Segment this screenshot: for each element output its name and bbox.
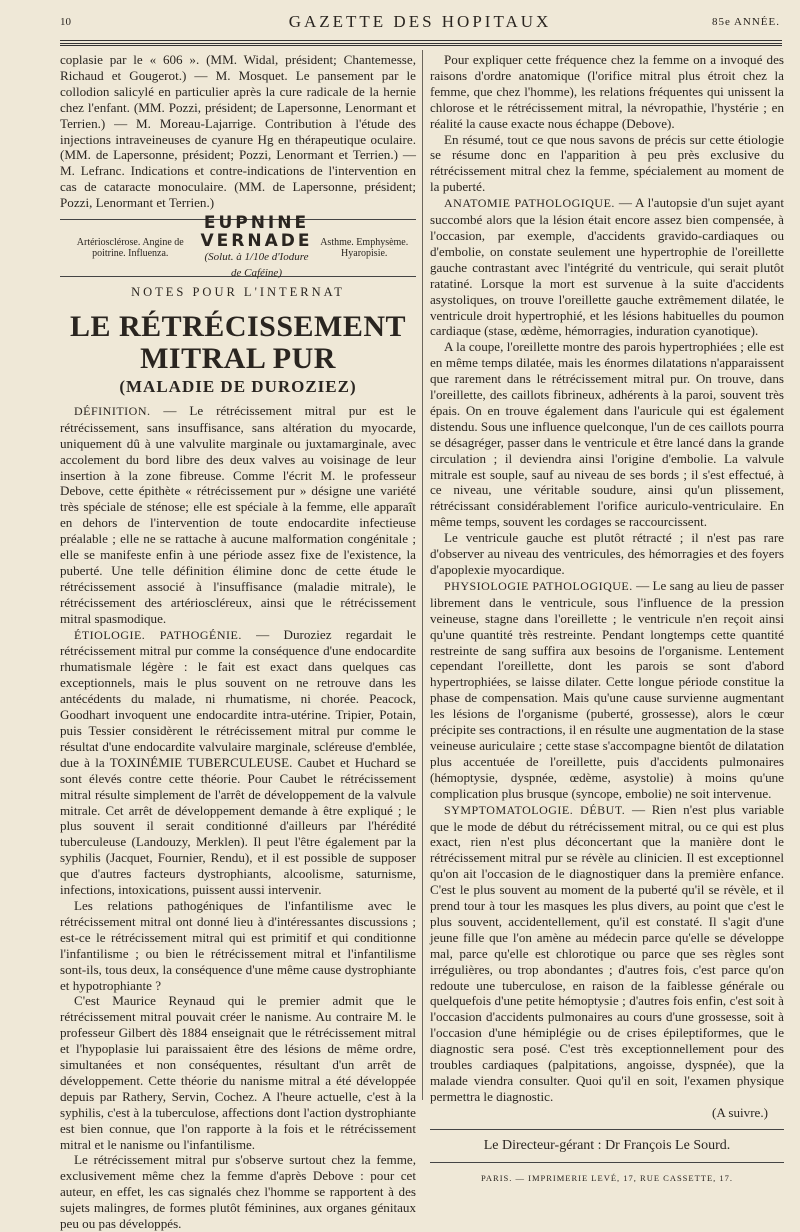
physiology-paragraph [430, 578, 784, 802]
section-cut-paragraph: A la coupe, l'oreillette montre des parois hypertrophiées ; elle est en même temps dilatée, mais les énormes dilatations n'apparaissent que rarement dans le rétrécissement mitral pur. On trouve, dans l'oreillette, des caillots fibrineux, adhérents à la paroi, souvent très épais. On en trouve également dans l'auricule qui est également distendu. Sous une influence quelconque, l'un de ces caillots pourra se désagréger, passer dans le ventricule et être lancé dans la grande circulation ; il deviendra ainsi l'origine d'embolie. La valvule mitrale est souple, sauf au niveau de ses bords ; il s'est effectué, à ce niveau, une véritable soudure, ainsi qu'un plissement, rétrécissant considérablement l'orifice auriculo-ventriculaire. En même temps, souvent les cordages se raccourcissent. [430, 339, 784, 530]
article-subtitle: (MALADIE DE DUROZIEZ) [119, 376, 357, 396]
symptomatology-text: — Rien n'est plus variable que le mode de début du rétrécissement mitral, ou ce qui est plus exact, rien n'est plus déconcertant que la manière dont le rétrécissement mitral pur se révèle au clinicien. Il est exceptionnel qu'on ait l'occasion de le diagnostiquer dans la première enfance. C'est le plus souvent au moment de la puberté qu'il se révèle, et il prend tour à tour les masques les plus divers, au point que c'est le plus souvent, accidentellement, qu'il est constaté. Il s'agit d'une jeune fille que l'on amène au médecin parce qu'elle se développe mal, parce qu'elle est chlorotique ou parce que ses règles sont irrégulières, ou trop abondantes ; d'autres fois, c'est parce qu'on redoute une tuberculose, en raison de la faiblesse générale ou quelquefois d'une petite hémoptysie ; d'autres fois enfin, c'est soit à l'occasion d'accidents pulmonaires au cours d'une grossesse, soit à l'occasion d'une hémiplégie ou de crises épileptiformes, que le diagnostic sera posé. C'est très exceptionnellement pour des troubles cardiaques (palpitations, angoisse, dyspnée), que la malade viendra consulter. Quoi qu'il en soit, l'examen physique permettra le diagnostic. [430, 801, 784, 1104]
thesis-list-paragraph: coplasie par le « 606 ». (MM. Widal, président; Chantemesse, Richaud et Gougerot.) — M. Mosquet. Le pansement par le collodion salicylé en particulier après la cure radicale de la hernie chez l'enfant. (MM. Pozzi, président; de Lapersonne, Lenormant et Terrien.) — M. Moreau-Lajarrige. Contribution à l'étude des injections intraveineuses de cyanure Hg en thérapeutique oculaire. (MM. de Lapersonne, président; Pozzi, Lenormant et Terrien.) — M. Lefranc. Indications et contre-indications de l'intervention en cas de cataracte monoculaire. (MM. de Lapersonne, président; Pozzi, Lenormant et Terrien.) [60, 52, 416, 211]
women-paragraph: Le rétrécissement mitral pur s'observe surtout chez la femme, exclusivement même chez la femme d'après Debove : pour cet auteur, en effet, les cas signalés chez l'homme se rapportent à des sujets malingres, de formes plutôt féminines, aux organes génitaux peu ou pas développés. [60, 1152, 416, 1232]
symptomatology-paragraph [430, 802, 784, 1105]
ad-center [201, 214, 313, 282]
advertisement [60, 213, 416, 280]
section-title: NOTES POUR L'INTERNAT [131, 285, 345, 300]
column-separator [422, 50, 423, 1100]
frequency-paragraph: Pour expliquer cette fréquence chez la femme on a invoqué des raisons d'ordre anatomique (l'orifice mitral plus étroit chez la femme, que chez l'homme), les relations fréquentes qui unissent la chlorose et le rétrécissement mitral, la névropathie, l'hystérie ; en réalité la cause exacte nous échappe (Debove). [430, 52, 784, 131]
summary-paragraph: En résumé, tout ce que nous savons de précis sur cette étiologie se résume donc en l'apparition à peu près exclusive du rétrécissement mitral chez la femme, spécialement au moment de la puberté. [430, 131, 784, 195]
year-label: 85e ANNÉE. [711, 16, 780, 28]
right-column [430, 52, 784, 1187]
ad-formula: (Solut. à 1/10e d'Iodure de Caféine) [204, 251, 309, 280]
divider [430, 1162, 784, 1163]
physiology-heading: PHYSIOLOGIE PATHOLOGIQUE. [444, 578, 633, 593]
article-title: LE RÉTRÉCISSEMENT MITRAL PUR [69, 309, 407, 375]
etiology-paragraph [60, 627, 416, 898]
definition-heading: DÉFINITION. [74, 403, 151, 418]
etiology-text: — Duroziez regardait le rétrécissement mitral pur comme la conséquence d'une endocardite rhumatismale légère : le fait est exact dans quelques cas exceptionnels, mais le plus souvent on ne retrouve dans les antécédents du malade, ni rhumatisme, ni chorée. Peacock, Goodhart invoquent une endocardite intra-utérine. Tripier, Potain, puis Tessier considèrent le rétrécissement mitral pur comme le résultat d'une endocardite valvulaire marginale, scléreuse d'emblée, due à la TOXINÉMIE TUBERCULEUSE. Caubet et Huchard se sont élevés contre cette théorie. Pour Caubet le rétrécissement mitral résulte simplement de l'arrêt de développement de la valvule mitrale. Cet arrêt de développement demande à être expliqué ; le plus souvent il serait conditionné d'ailleurs par l'hérédité tuberculeuse (Landouzy, Merklen). Il peut l'être également par la syphilis (Jacquet, Fournier, Rendu), et il est possible de supposer que d'autres facteurs dystrophiants, alcoolisme, saturnisme, infections, intoxications, puissent aussi intervenir. [60, 626, 417, 898]
definition-paragraph [60, 403, 416, 627]
anatomy-heading: ANATOMIE PATHOLOGIQUE. [444, 196, 615, 211]
anatomy-paragraph [430, 195, 784, 339]
divider [430, 1129, 784, 1130]
anatomy-text: — A l'autopsie d'un sujet ayant succombé alors que la lésion était encore assez bien compensée, à l'occasion, par exemple, d'accidents gravido-cardiaques ou d'embolie, on constate seulement une hypertrophie de l'oreillette gauche contrastant avec l'intégrité du ventricule, qui serait plutôt ratatiné. Lorsque la mort est survenue à la suite d'accidents asystoliques, on trouve l'oreillette gauche extrêmement dilatée, le ventricule droit hypertrophié, et les lésions habituelles du poumon cardiaque (stase, œdème, hémorragies, induration cyanotique). [430, 195, 784, 339]
header-rule [60, 40, 782, 46]
running-title: GAZETTE DES HOPITAUX [288, 12, 552, 31]
physiology-text: — Le sang au lieu de passer librement dans le ventricule, sous l'influence de la pression veineuse, stagne dans l'oreillette ; le ventricule n'en reçoit ainsi qu'une quantité très restreinte. Pendant longtemps cette quantité restreinte de sang suffira aux besoins de l'organisme. Lentement cependant l'oreillette, dont les parois se sont d'abord hypertrophiées, se laisse dilater. Cette longue période constitue la phase de compensation. Mais qu'une cause survienne augmentant les lésions de l'organisme (puberté, grossesse), alors le cœur précipite ses contractions, il en résulte une augmentation de la stase veineuse auriculaire ; cette stase s'accompagne bientôt de dilatation plus accentuée de l'oreillette, puis d'accidents pulmonaires (hémoptysie, dyspnée, œdème, asystolie) à moins qu'une complication plus brusque (syncope, embolie) ne soit intervenue. [430, 577, 784, 801]
ad-indications-left: Artériosclérose. Angine de poitrine. Influenza. [76, 237, 184, 260]
ad-indications-right: Asthme. Emphysème. Hyaropisie. [320, 237, 409, 260]
page-number: 10 [60, 16, 71, 28]
etiology-heading: ÉTIOLOGIE. PATHOGÉNIE. [74, 627, 242, 642]
symptomatology-heading: SYMPTOMATOLOGIE. DÉBUT. [444, 802, 626, 817]
left-column [60, 52, 416, 1232]
running-header [60, 10, 780, 34]
reynaud-paragraph: C'est Maurice Reynaud qui le premier admit que le rétrécissement mitral pouvait créer le nanisme. Au contraire M. le professeur Gilbert dès 1884 enseignait que le rétrécissement mitral et l'hypoplasie lui paraissaient être des lésions de même ordre, simultanées et non conséquentes, résultant d'un arrêt de développement. Cette théorie du nanisme mitral a été développée depuis par Rathery, Servin, Cochez. A l'heure actuelle, c'est à la syphilis, c'est à la tuberculose, affections dont l'action dystrophiante est bien connue, que l'on rapporte à la fois et le rétrécissement mitral et le nanisme ou l'infantilisme. [60, 993, 416, 1152]
editor-signature: Le Directeur-gérant : Dr François Le Sourd. [483, 1137, 731, 1153]
definition-text: — Le rétrécissement mitral pur est le rétrécissement, sans insuffisance, sans altération du myocarde, uniquement dû à une valvulite marginale ou juxtamarginale, avec accolement du bord libre des deux valves au voisinage de leur insertion à la zone fibreuse. Comme l'écrit M. le professeur Debove, cette épithète « rétrécissement pur » désigne une variété très spéciale de sténose; elle est spéciale à la femme, elle apparaît en dehors de l'intervention de toute endocardite infectieuse préalable ; elle ne se rattache à aucune malformation congénitale ; elle se manifeste enfin à une période assez fixe de l'existence, la puberté. Une telle définition élimine donc de cette étude le rétrécissement associé à l'insuffisance (maladie mitrale), le rétrécissement des artérioscléreux, ainsi que le rétrécissement mitral spasmodique. [60, 402, 416, 626]
to-be-continued: (A suivre.) [712, 1104, 768, 1120]
infantilism-paragraph: Les relations pathogéniques de l'infantilisme avec le rétrécissement mitral ont donné lieu à d'intéressantes discussions ; est-ce le rétrécissement mitral qui est primitif et qui conditionne l'infantilisme ; ou bien le rétrécissement mitral et l'infantilisme sont-ils, tous deux, la conséquence d'une même cause dystrophiante et hypotrophiante ? [60, 897, 416, 993]
printer-imprint: PARIS. — IMPRIMERIE LEVÉ, 17, RUE CASSETTE, 17. [480, 1172, 734, 1183]
ad-brand-name: EUPNINE VERNADE [200, 213, 313, 252]
ventricle-paragraph: Le ventricule gauche est plutôt rétracté ; il n'est pas rare d'observer au niveau des ventricules, des hémorragies et des foyers d'apoplexie myocardique. [430, 530, 784, 577]
